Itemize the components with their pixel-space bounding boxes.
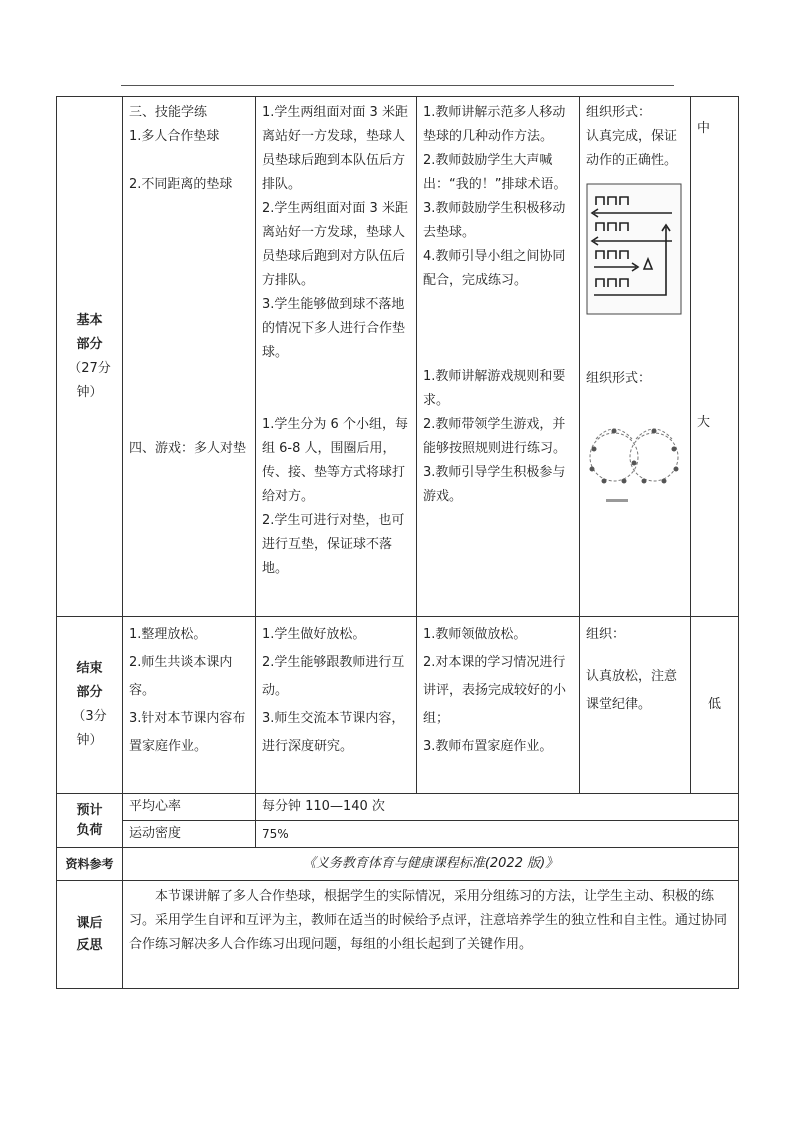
basic-student-cell (256, 97, 417, 617)
lesson-plan-table (56, 96, 739, 989)
content-skill-title: 三、技能学练 (129, 105, 208, 120)
basic-title-b: 部分 (76, 336, 103, 352)
end-teacher-item: 2.对本课的学习情况进行讲评，表扬完成较好的小组； (423, 655, 567, 726)
end-title-b: 部分 (76, 685, 103, 700)
end-student-cell (256, 617, 417, 794)
teacher-item: 2.教师带领学生游戏，并能够按照规则进行练习。 (423, 417, 567, 456)
end-content-item: 1.整理放松。 (129, 627, 207, 642)
end-title-a: 结束 (76, 661, 103, 676)
hr-value-cell (256, 794, 739, 821)
teacher-item: 2.教师鼓励学生大声喊出：“我的！”排球术语。 (423, 153, 567, 192)
end-teacher-item: 3.教师布置家庭作业。 (423, 739, 553, 754)
basic-org-cell (580, 97, 691, 617)
density-label: 运动密度 (129, 826, 182, 841)
end-teacher-cell (417, 617, 580, 794)
org-title-2: 组织形式： (586, 371, 652, 386)
intensity-high: 大 (697, 415, 711, 430)
student-item: 1.学生分为 6 个小组，每组 6-8 人，围圈后用，传、接、垫等方式将球打给对方。 (262, 417, 408, 504)
end-time: （3分钟） (72, 709, 107, 748)
end-student-item: 3.师生交流本节课内容，进行深度研究。 (262, 711, 405, 754)
reflection-text-cell (123, 881, 739, 989)
student-item: 2.学生可进行对垫，也可进行互垫，保证球不落地。 (262, 513, 405, 576)
density-label-cell (123, 821, 256, 848)
basic-teacher-cell (417, 97, 580, 617)
basic-title-a: 基本 (76, 312, 103, 328)
end-content-cell (123, 617, 256, 794)
basic-time: （27分钟） (68, 360, 111, 400)
end-org-text: 认真放松，注意课堂纪律。 (586, 669, 678, 712)
teacher-item: 3.教师引导学生积极参与游戏。 (423, 465, 566, 504)
hr-label: 平均心率 (129, 799, 182, 814)
content-skill-2: 2.不同距离的垫球 (129, 177, 233, 192)
hr-value: 每分钟 110—140 次 (262, 799, 385, 814)
basic-content-cell (123, 97, 256, 617)
content-game: 四、游戏：多人对垫 (129, 441, 247, 456)
end-teacher-item: 1.教师领做放松。 (423, 627, 527, 642)
end-section-label (57, 617, 123, 794)
reference-row (57, 848, 739, 881)
content-skill-1: 1.多人合作垫球 (129, 129, 220, 144)
basic-section-label (57, 97, 123, 617)
reference-text-cell (123, 848, 739, 881)
teacher-item: 1.教师讲解示范多人移动垫球的几种动作方法。 (423, 105, 566, 144)
reference-label: 资料参考 (65, 857, 114, 871)
end-student-item: 1.学生做好放松。 (262, 627, 366, 642)
load-label (57, 794, 123, 848)
density-value: 75% (262, 827, 289, 841)
header-rule (121, 85, 674, 86)
end-org-cell (580, 617, 691, 794)
end-section-row (57, 617, 739, 794)
intensity-low: 低 (707, 697, 721, 712)
load-density-row (57, 821, 739, 848)
end-content-item: 3.针对本节课内容布置家庭作业。 (129, 711, 246, 754)
basic-section-row (57, 97, 739, 617)
load-hr-row (57, 794, 739, 821)
end-org-title: 组织： (586, 627, 626, 642)
end-student-item: 2.学生能够跟教师进行互动。 (262, 655, 405, 698)
hr-label-cell (123, 794, 256, 821)
student-item: 3.学生能够做到球不落地的情况下多人进行合作垫球。 (262, 297, 406, 360)
intensity-medium: 中 (697, 121, 711, 136)
reflection-row (57, 881, 739, 989)
teacher-item: 1.教师讲解游戏规则和要求。 (423, 369, 566, 408)
formation-drill-diagram (586, 183, 682, 315)
student-item: 1.学生两组面对面 3 米距离站好一方发球，垫球人员垫球后跑到本队伍后方排队。 (262, 105, 408, 192)
density-value-cell (256, 821, 739, 848)
reference-label-cell (57, 848, 123, 881)
teacher-item: 3.教师鼓励学生积极移动去垫球。 (423, 201, 566, 240)
load-label-a: 预计 (76, 802, 103, 818)
end-intensity-cell (691, 617, 739, 794)
reflection-text: 本节课讲解了多人合作垫球，根据学生的实际情况，采用分组练习的方法，让学生主动、积极的练习。采用学生自评和互评为主，教师在适当的时候给予点评，注意培养学生的独立性和自主性。通过协同合作练习解决多人合作练习出现问题，每组的小组长起到了关键作用。 (129, 889, 728, 952)
org-title: 组织形式： (586, 105, 652, 120)
end-content-item: 2.师生共谈本课内容。 (129, 655, 233, 698)
org-text: 认真完成，保证动作的正确性。 (586, 129, 678, 168)
reference-text: 《义务教育体育与健康课程标准(2022 版)》 (302, 856, 559, 871)
reflection-label-cell (57, 881, 123, 989)
load-label-b: 负荷 (76, 822, 103, 838)
reflection-label-b: 反思 (76, 937, 103, 953)
circle-game-diagram (586, 401, 682, 531)
reflection-label-a: 课后 (76, 915, 103, 931)
teacher-item: 4.教师引导小组之间协同配合，完成练习。 (423, 249, 566, 288)
student-item: 2.学生两组面对面 3 米距离站好一方发球，垫球人员垫球后跑到对方队伍后方排队。 (262, 201, 408, 288)
basic-intensity-cell (691, 97, 739, 617)
